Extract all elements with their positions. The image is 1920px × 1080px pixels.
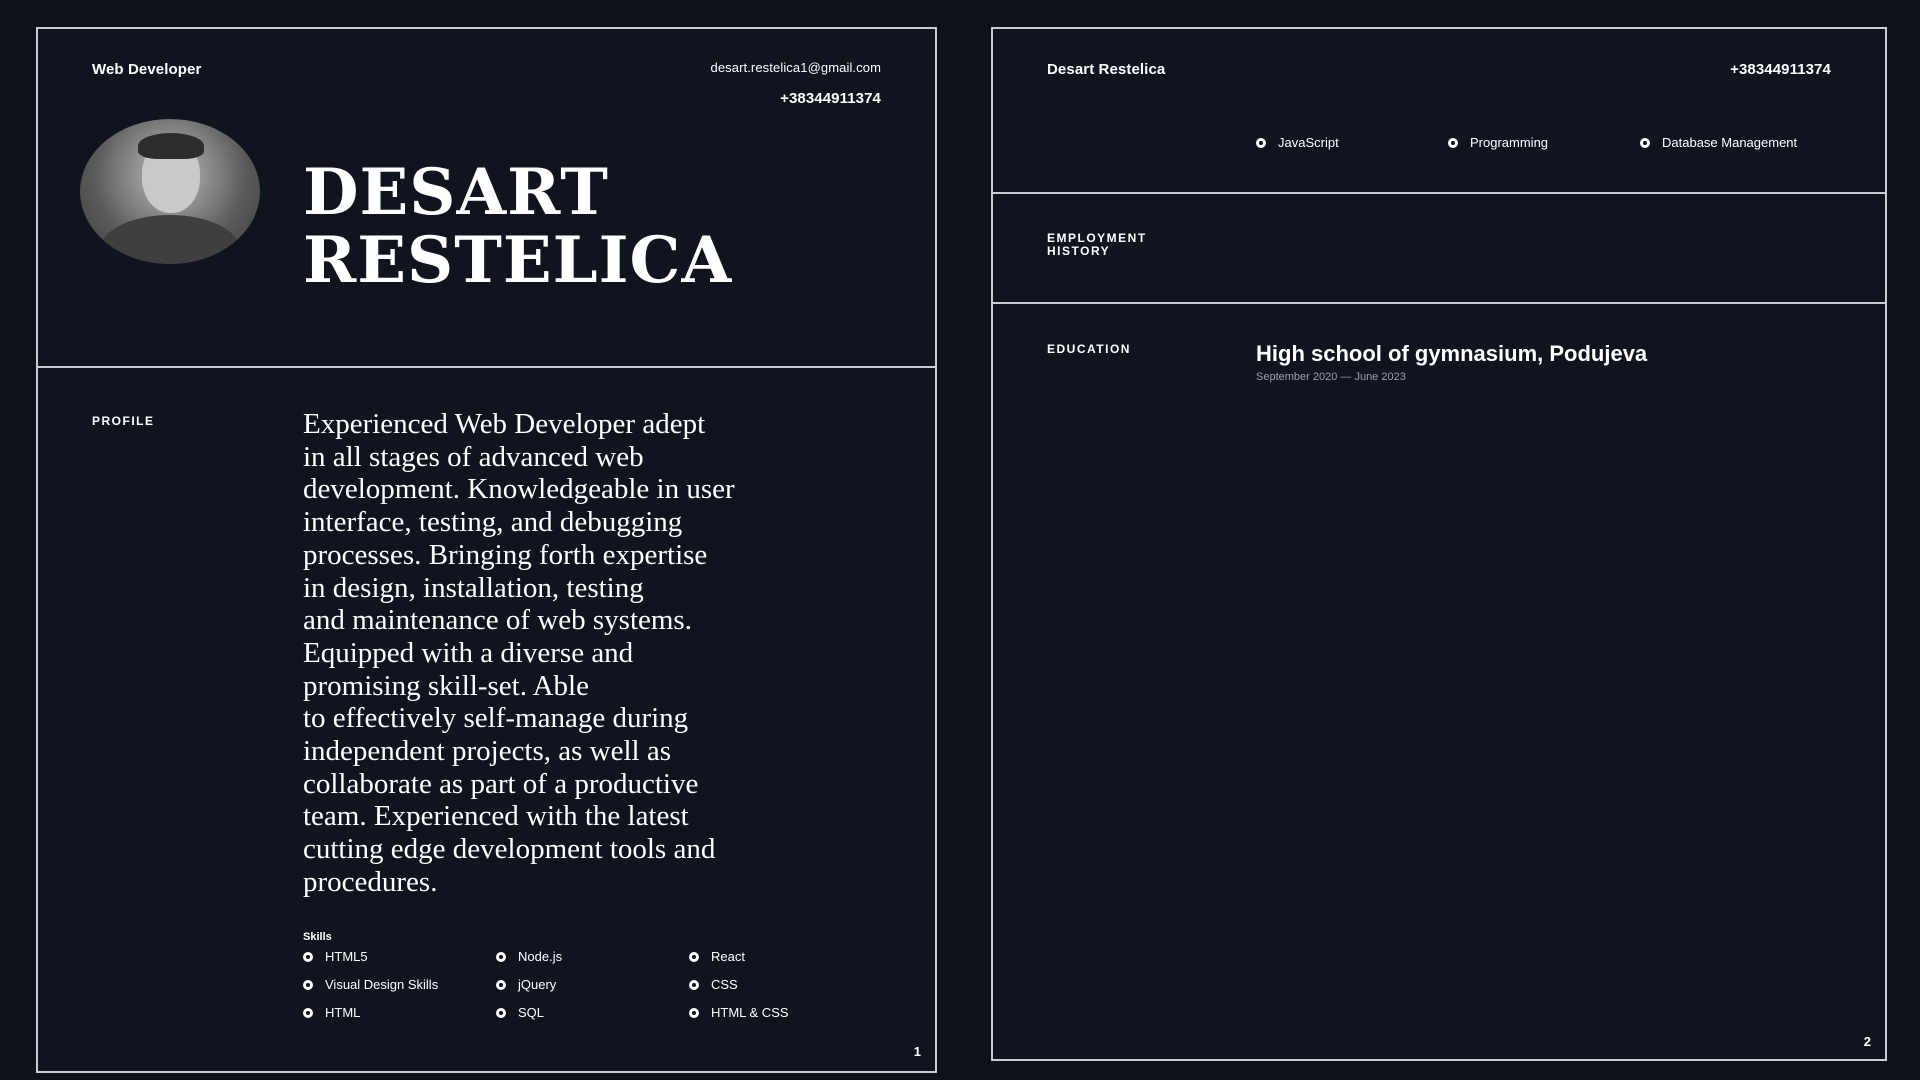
- name-line-last: RESTELICA: [303, 223, 733, 298]
- circle-bullet-icon: [689, 980, 699, 990]
- name-heading: [303, 155, 733, 298]
- page-number: 2: [1863, 1034, 1871, 1049]
- circle-bullet-icon: [689, 952, 699, 962]
- resume-page-2: [991, 27, 1887, 1061]
- employment-divider: [993, 302, 1885, 304]
- circle-bullet-icon: [496, 1008, 506, 1018]
- name-small: Desart Restelica: [1047, 61, 1166, 78]
- skill-item: Database Management: [1640, 135, 1797, 150]
- skill-item: Node.js: [496, 949, 562, 964]
- skills-divider: [993, 192, 1885, 194]
- job-title: Web Developer: [92, 61, 202, 78]
- skill-item: Visual Design Skills: [303, 977, 438, 992]
- email-text: desart.restelica1@gmail.com: [710, 60, 881, 75]
- skill-item: HTML & CSS: [689, 1005, 789, 1020]
- header-divider: [38, 366, 935, 368]
- circle-bullet-icon: [496, 980, 506, 990]
- skill-item: HTML5: [303, 949, 368, 964]
- circle-bullet-icon: [1448, 138, 1458, 148]
- page-number: 1: [913, 1044, 921, 1059]
- profile-label: PROFILE: [92, 414, 155, 428]
- avatar: [80, 119, 260, 264]
- name-line-first: DESART: [303, 155, 609, 230]
- skill-item: React: [689, 949, 745, 964]
- skill-item: jQuery: [496, 977, 556, 992]
- circle-bullet-icon: [689, 1008, 699, 1018]
- skill-item: JavaScript: [1256, 135, 1339, 150]
- education-label: EDUCATION: [1047, 342, 1131, 356]
- skill-item: Programming: [1448, 135, 1548, 150]
- circle-bullet-icon: [1640, 138, 1650, 148]
- education-title: High school of gymnasium, Podujeva: [1256, 341, 1648, 366]
- employment-history-label: EMPLOYMENT HISTORY: [1047, 231, 1147, 258]
- resume-page-1: [36, 27, 937, 1073]
- education-dates: September 2020 — June 2023: [1256, 371, 1406, 383]
- profile-text: Experienced Web Developer adept in all stages of advanced web development. Knowledgeable in user interface, testing, and debugging processes. Bringing forth expertise in design, installation, testing and maintenance of web systems. Equipped with a diverse and promising skill-set. Able to effectively self-manage during independent projects, as well as collaborate as part of a productive team. Experienced with the latest cutting edge development tools and procedures.: [303, 408, 735, 898]
- circle-bullet-icon: [303, 980, 313, 990]
- skills-title: Skills: [303, 931, 332, 943]
- circle-bullet-icon: [303, 952, 313, 962]
- circle-bullet-icon: [496, 952, 506, 962]
- phone-text: +38344911374: [1730, 61, 1831, 78]
- skill-item: HTML: [303, 1005, 360, 1020]
- skill-item: SQL: [496, 1005, 544, 1020]
- circle-bullet-icon: [1256, 138, 1266, 148]
- phone-text: +38344911374: [780, 90, 881, 107]
- circle-bullet-icon: [303, 1008, 313, 1018]
- skill-item: CSS: [689, 977, 738, 992]
